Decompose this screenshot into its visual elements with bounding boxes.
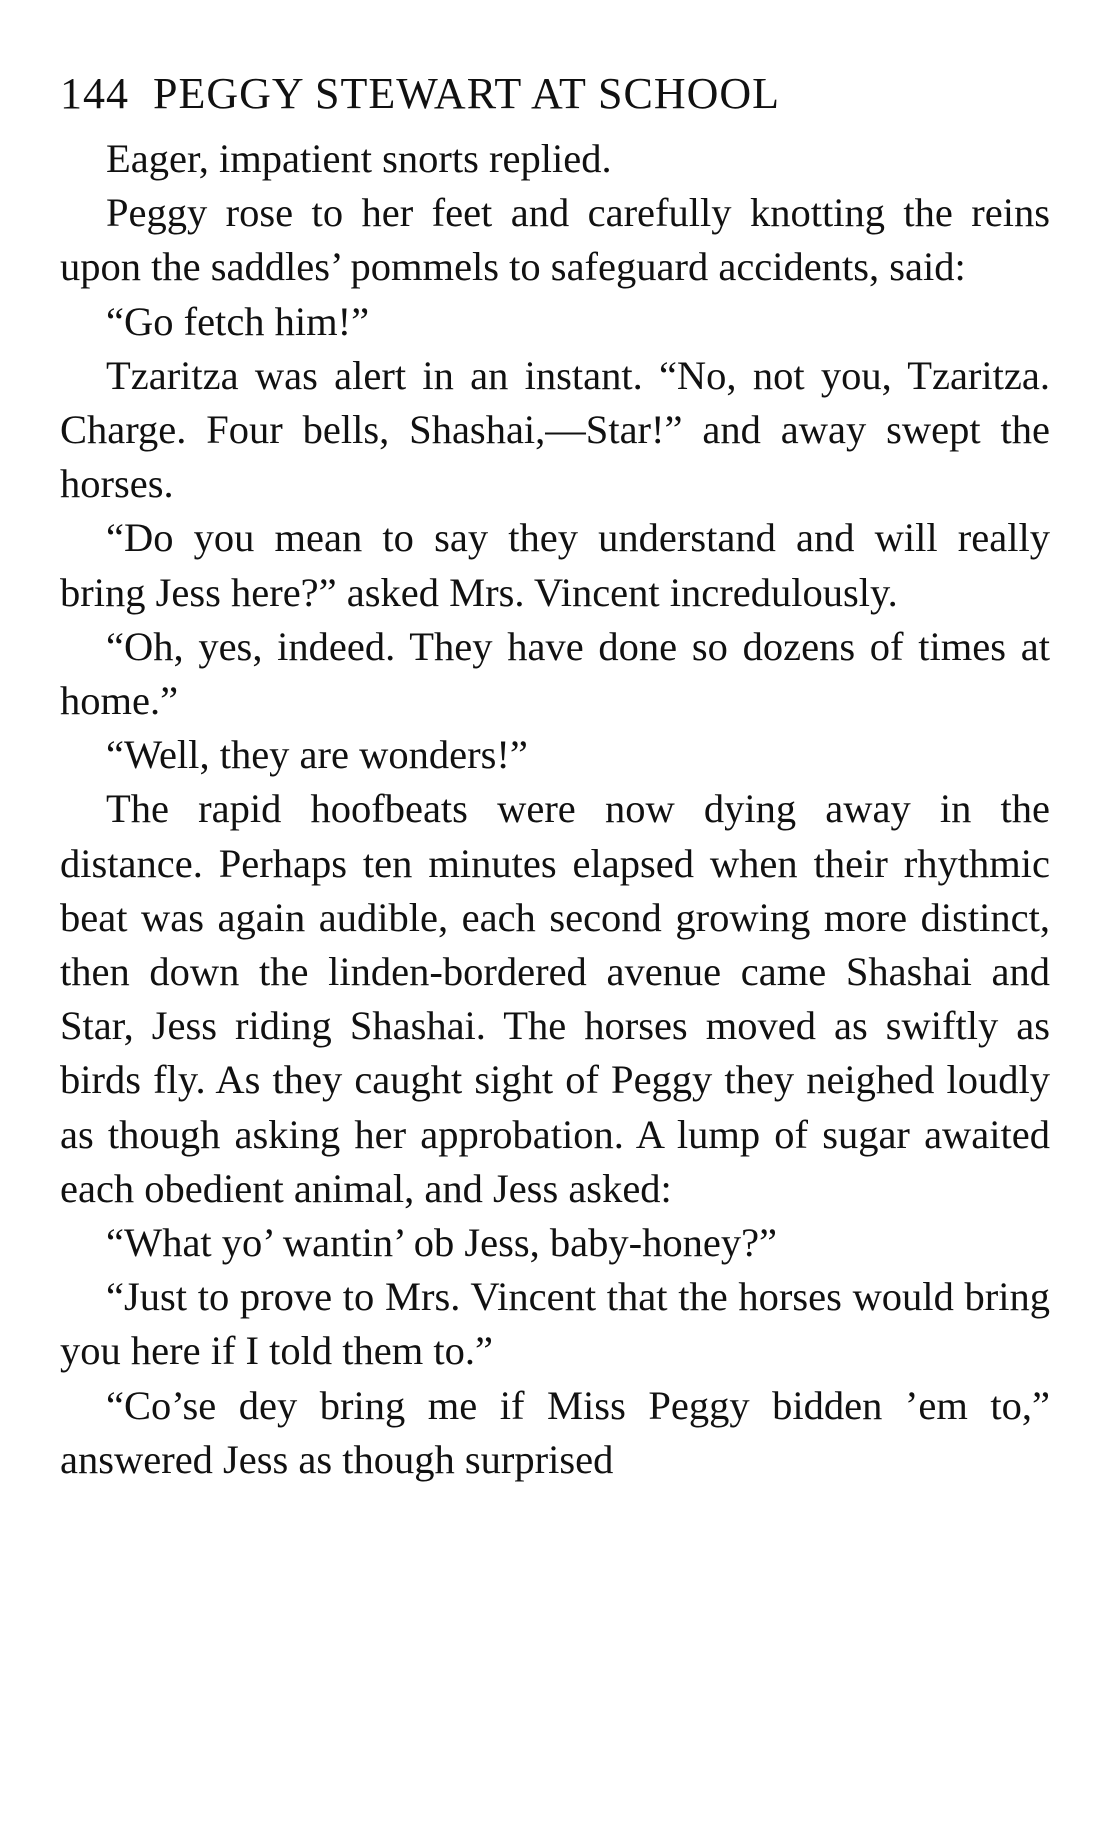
paragraph: Eager, impatient snorts replied.: [106, 136, 612, 181]
paragraph: “Co’se dey bring me if Miss Peggy bidden ’em to,” answered Jess as though surprised: [60, 1382, 1050, 1482]
running-header: [60, 56, 1050, 132]
page-number: 144: [60, 69, 129, 118]
paragraph: “Do you mean to say they understand and will really bring Jess here?” asked Mrs. Vincent incredulously.: [60, 515, 1050, 615]
paragraph: Tzaritza was alert in an instant. “No, not you, Tzaritza. Charge. Four bells, Shashai,—Star!” and away swept the horses.: [60, 352, 1050, 507]
paragraph: The rapid hoofbeats were now dying away in the distance. Perhaps ten minutes elapsed when their rhythmic beat was again audible, each second growing more distinct, then down the linden-bordered avenue came Shashai and Star, Jess riding Shashai. The horses moved as swiftly as birds fly. As they caught sight of Peggy they neighed loudly as though asking her approbation. A lump of sugar awaited each obedient animal, and Jess asked:: [60, 786, 1050, 1211]
body-text: [60, 132, 1050, 1487]
running-title: PEGGY STEWART AT SCHOOL: [153, 69, 781, 118]
paragraph: “Just to prove to Mrs. Vincent that the horses would bring you here if I told them to.”: [60, 1274, 1050, 1374]
paragraph: Peggy rose to her feet and carefully knotting the reins upon the saddles’ pommels to safeguard accidents, said:: [60, 190, 1050, 290]
paragraph: “Go fetch him!”: [106, 298, 370, 344]
paragraph: “Oh, yes, indeed. They have done so dozens of times at home.”: [60, 623, 1050, 724]
paragraph: “Well, they are wonders!”: [106, 732, 528, 778]
paragraph: “What yo’ wantin’ ob Jess, baby-honey?”: [106, 1220, 778, 1266]
